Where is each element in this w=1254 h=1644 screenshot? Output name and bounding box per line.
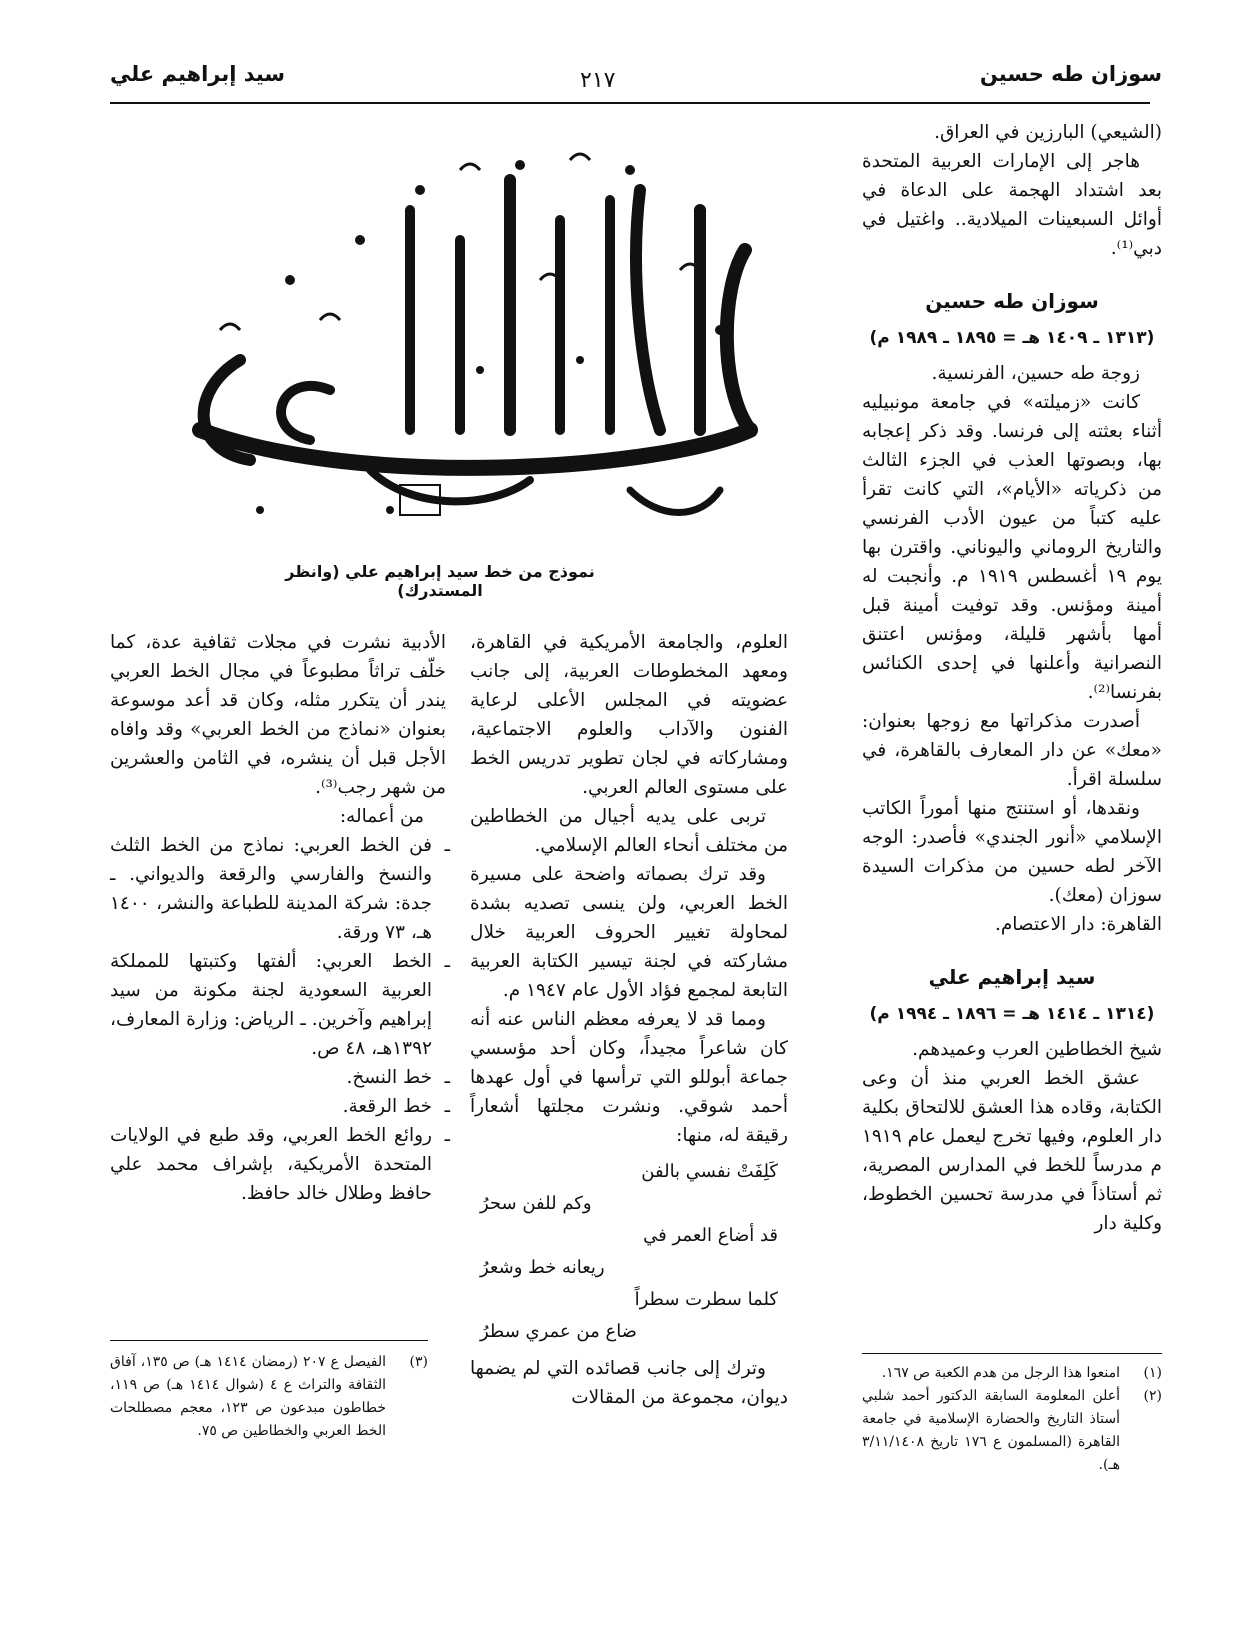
- footnotes-right: [862, 1353, 1162, 1477]
- poem-line: قد أضاع العمر في: [643, 1225, 778, 1246]
- works-item: ـ روائع الخط العربي، وقد طبع في الولايات المتحدة الأمريكية، بإشراف محمد علي حافظ وطلال خالد حافظ.: [110, 1121, 446, 1208]
- paragraph: شيخ الخطاطين العرب وعميدهم.: [912, 1039, 1162, 1060]
- running-header-right: سوزان طه حسين: [979, 62, 1162, 86]
- entry-title: سوزان طه حسين: [925, 289, 1099, 313]
- footnote: [862, 1362, 1162, 1385]
- column-right: [862, 118, 1162, 1238]
- paragraph: زوجة طه حسين، الفرنسية.: [931, 363, 1140, 384]
- poem-line: كلما سطرت سطراً: [634, 1289, 778, 1310]
- footnotes-left: [110, 1340, 428, 1443]
- paragraph: عشق الخط العربي منذ أن وعى الكتابة، وقاده هذا العشق للالتحاق بكلية دار العلوم، وفيها تخرج ليعمل عام ١٩١٩ م مدرساً للخط في المدارس المصرية، ثم أستاذاً في مدرسة تحسين الخطوط، وكلية دار: [862, 1068, 1162, 1234]
- works-item: ـ خط النسخ.: [110, 1063, 446, 1092]
- poem-line: وكم للفن سحرُ: [480, 1193, 592, 1214]
- column-left: [110, 628, 446, 1208]
- poem-line: ضاع من عمري سطرُ: [480, 1321, 637, 1342]
- footnote-number: (٢): [1143, 1388, 1162, 1404]
- paragraph: وقد ترك بصماته واضحة على مسيرة الخط العربي، ولن ينسى تصديه بشدة لمحاولة تغيير الحروف العربية خلال مشاركته في لجنة تيسير الكتابة العربية التابعة لمجمع فؤاد الأول عام ١٩٤٧ م.: [470, 864, 788, 1001]
- paragraph: (الشيعي) البارزين في العراق.: [934, 122, 1162, 143]
- running-header-left: سيد إبراهيم علي: [110, 62, 286, 86]
- footnote-number: (٣): [409, 1354, 428, 1370]
- paragraph: القاهرة: دار الاعتصام.: [994, 914, 1162, 935]
- footnote-text: الفيصل ع ٢٠٧ (رمضان ١٤١٤ هـ) ص ١٣٥، آفاق الثقافة والتراث ع ٤ (شوال ١٤١٤ هـ) ص ١١٩، خطاطون مبدعون ص ١٢٣، معجم مصطلحات الخط العربي والخطاطين ص ٧٥.: [110, 1354, 386, 1439]
- poem-line: كَلِفَتْ نفسي بالفن: [641, 1161, 778, 1182]
- paragraph: أصدرت مذكراتها مع زوجها بعنوان: «معك» عن دار المعارف بالقاهرة، في سلسلة اقرأ.: [862, 711, 1162, 790]
- column-middle: [470, 628, 788, 1412]
- works-item: ـ فن الخط العربي: نماذج من الخط الثلث والنسخ والفارسي والرقعة والديواني. ـ جدة: شركة المدينة للطباعة والنشر، ١٤٠٠ هـ، ٧٣ ورقة.: [110, 831, 446, 947]
- poem: [470, 1156, 788, 1348]
- paragraph: الأدبية نشرت في مجلات ثقافية عدة، كما خلّف تراثاً مطبوعاً في مجال الخط العربي يندر أن يتكرر مثله، وكان قد أعد موسوعة بعنوان «نماذج من الخط العربي» وقد وافاه الأجل قبل أن ينشره، في الثامن والعشرين من شهر رجب⁽³⁾.: [110, 632, 446, 798]
- page-number: ٢١٧: [580, 68, 616, 93]
- entry-dates: (١٣١٣ ـ ١٤٠٩ هـ = ١٨٩٥ ـ ١٩٨٩ م): [869, 328, 1155, 348]
- paragraph: تربى على يديه أجيال من الخطاطين من مختلف أنحاء العالم الإسلامي.: [470, 806, 788, 856]
- paragraph: العلوم، والجامعة الأمريكية في القاهرة، ومعهد المخطوطات العربية، إلى جانب عضويته في المجلس الأعلى لرعاية الفنون والآداب والعلوم الاجتماعية، ومشاركاته في لجان تطوير تدريس الخط على مستوى العالم العربي.: [470, 632, 788, 798]
- paragraph: ونقدها، أو استنتج منها أموراً الكاتب الإسلامي «أنور الجندي» فأصدر: الوجه الآخر لطه حسين من مذكرات السيدة سوزان (معك).: [862, 798, 1162, 906]
- figure-caption: نموذج من خط سيد إبراهيم علي (وانظر المستدرك): [285, 562, 595, 600]
- works-heading: من أعماله:: [339, 806, 424, 827]
- footnote: [862, 1385, 1162, 1477]
- paragraph: ومما قد لا يعرفه معظم الناس عنه أنه كان شاعراً مجيداً، وكان أحد مؤسسي جماعة أبوللو التي ترأسها في أول عهدها أحمد شوقي. ونشرت مجلتها أشعاراً رقيقة له، منها:: [470, 1009, 788, 1146]
- entry-title: سيد إبراهيم علي: [928, 965, 1096, 989]
- entry-dates: (١٣١٤ ـ ١٤١٤ هـ = ١٨٩٦ ـ ١٩٩٤ م): [869, 1004, 1155, 1024]
- footnote-number: (١): [1143, 1365, 1162, 1381]
- poem-line: ريعانه خط وشعرُ: [480, 1257, 605, 1278]
- footnote-text: امنعوا هذا الرجل من هدم الكعبة ص ١٦٧.: [881, 1365, 1120, 1381]
- footnote: [110, 1351, 428, 1443]
- paragraph: كانت «زميلته» في جامعة مونبيليه أثناء بعثته إلى فرنسا. وقد ذكر إعجابه بها، وبصوتها العذب في الجزء الثالث من ذكرياته «الأيام»، التي كانت تقرأ عليه كتباً من عيون الأدب الفرنسي والتاريخ الروماني واليوناني. واقترن بها يوم ١٩ أغسطس ١٩١٩ م. وأنجبت له أمينة ومؤنس. وقد توفيت أمينة قبل أمها بأشهر قليلة، ومؤنس اعتنق النصرانية وأعلنها في إحدى الكنائس بفرنسا⁽²⁾.: [862, 392, 1162, 703]
- paragraph: هاجر إلى الإمارات العربية المتحدة بعد اشتداد الهجمة على الدعاة في أوائل السبعينات الميلادية.. واغتيل في دبي⁽¹⁾.: [862, 151, 1162, 259]
- header-rule: [110, 102, 1150, 104]
- footnote-text: أعلن المعلومة السابقة الدكتور أحمد شلبي أستاذ التاريخ والحضارة الإسلامية في جامعة القاهرة (المسلمون ع ١٧٦ تاريخ ٣/١١/١٤٠٨ هـ).: [862, 1388, 1121, 1473]
- paragraph: وترك إلى جانب قصائده التي لم يضمها ديوان، مجموعة من المقالات: [470, 1358, 788, 1408]
- calligraphy-image: [160, 130, 780, 540]
- works-item: ـ الخط العربي: ألفتها وكتبتها للمملكة العربية السعودية لجنة مكونة من سيد إبراهيم وآخرين. ـ الرياض: وزارة المعارف، ١٣٩٢هـ، ٤٨ ص.: [110, 947, 446, 1063]
- works-item: ـ خط الرقعة.: [110, 1092, 446, 1121]
